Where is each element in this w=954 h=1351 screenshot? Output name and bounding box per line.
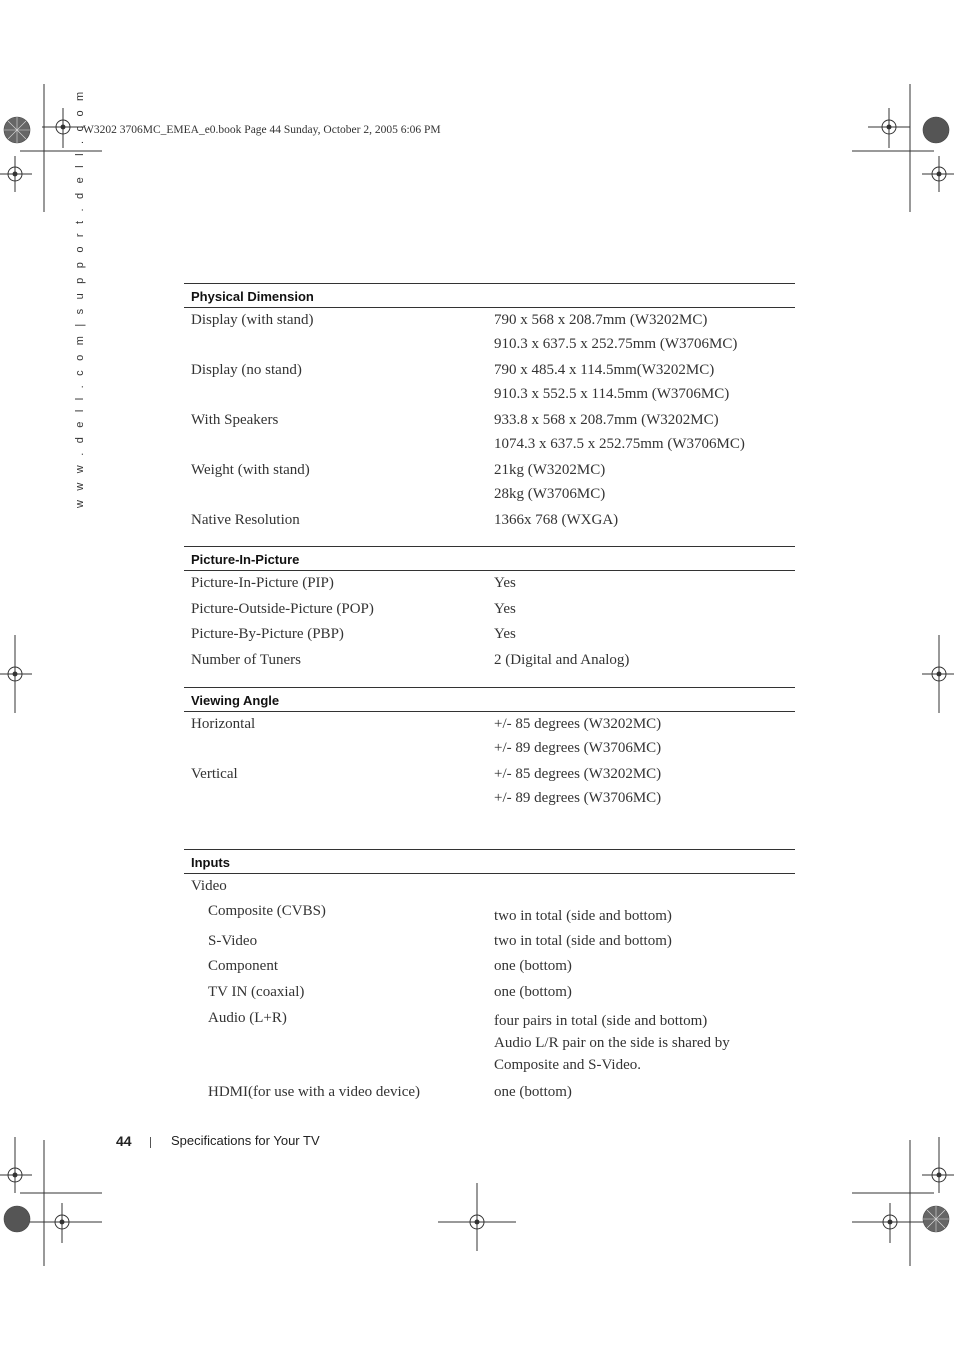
spec-label: Number of Tuners xyxy=(191,652,302,668)
spec-value xyxy=(494,954,572,978)
spec-value xyxy=(494,648,629,672)
section-title: Picture-In-Picture xyxy=(184,546,795,571)
page-number: 44 xyxy=(116,1133,132,1149)
spec-value-line: 790 x 568 x 208.7mm (W3202MC) xyxy=(494,312,708,328)
spec-value xyxy=(494,980,572,1004)
spec-value xyxy=(494,308,737,356)
spec-value-line: 1074.3 x 637.5 x 252.75mm (W3706MC) xyxy=(494,436,745,452)
spec-row xyxy=(184,622,795,648)
spec-value-line: +/- 89 degrees (W3706MC) xyxy=(494,740,662,756)
spec-value xyxy=(494,458,605,506)
spec-label: Composite (CVBS) xyxy=(208,903,326,919)
spec-value-line: one (bottom) xyxy=(494,984,572,1000)
spec-value xyxy=(494,622,516,646)
spec-row xyxy=(184,508,795,534)
viewing-angle-section xyxy=(184,687,795,812)
spec-label: Component xyxy=(208,958,278,974)
spec-value-line: Yes xyxy=(494,575,516,591)
side-url-text: w w w . d e l l . c o m | s u p p o r t . d e l l . c o m xyxy=(74,88,86,508)
spec-label: Horizontal xyxy=(191,716,256,732)
spec-group-row xyxy=(184,874,795,899)
spec-row xyxy=(184,899,795,929)
spec-value xyxy=(494,597,516,621)
section-title: Physical Dimension xyxy=(184,283,795,308)
spec-row xyxy=(184,1006,795,1080)
spec-value xyxy=(494,762,661,810)
spec-value-line: Audio L/R pair on the side is shared by xyxy=(494,1035,730,1051)
spec-value-line: 2 (Digital and Analog) xyxy=(494,652,630,668)
spec-row xyxy=(184,597,795,622)
spec-row xyxy=(184,1080,795,1106)
spec-group-label: Video xyxy=(191,878,227,894)
spec-row xyxy=(184,954,795,980)
picture-in-picture-section xyxy=(184,546,795,674)
spec-value-line: 910.3 x 637.5 x 252.75mm (W3706MC) xyxy=(494,336,738,352)
spec-row xyxy=(184,571,795,597)
inputs-section xyxy=(184,849,795,1106)
spec-value-line: 21kg (W3202MC) xyxy=(494,462,606,478)
physical-dimension-section xyxy=(184,283,795,534)
spec-value xyxy=(494,1080,572,1104)
spec-label: TV IN (coaxial) xyxy=(208,984,305,1000)
spec-value xyxy=(494,508,618,532)
spec-value-line: Yes xyxy=(494,601,516,617)
spec-label: Native Resolution xyxy=(191,512,300,528)
spec-value xyxy=(494,929,672,953)
footer-title: Specifications for Your TV xyxy=(171,1133,320,1148)
spec-value-line: +/- 89 degrees (W3706MC) xyxy=(494,790,662,806)
spec-value-line: one (bottom) xyxy=(494,958,572,974)
spec-row xyxy=(184,458,795,508)
spec-label: Picture-In-Picture (PIP) xyxy=(191,575,334,591)
spec-label: Picture-Outside-Picture (POP) xyxy=(191,601,374,617)
section-title: Inputs xyxy=(184,849,795,874)
spec-value-line: two in total (side and bottom) xyxy=(494,908,672,924)
spec-value-line: 1366x 768 (WXGA) xyxy=(494,512,619,528)
section-title: Viewing Angle xyxy=(184,687,795,712)
spec-label: Vertical xyxy=(191,766,238,782)
spec-value-line: 910.3 x 552.5 x 114.5mm (W3706MC) xyxy=(494,386,730,402)
spec-value-line: Composite and S-Video. xyxy=(494,1057,642,1073)
spec-row xyxy=(184,712,795,762)
spec-value-line: one (bottom) xyxy=(494,1084,572,1100)
spec-row xyxy=(184,762,795,812)
spec-value xyxy=(494,571,516,595)
spec-row xyxy=(184,929,795,954)
spec-label: Picture-By-Picture (PBP) xyxy=(191,626,344,642)
spec-row xyxy=(184,308,795,358)
spec-row xyxy=(184,358,795,408)
spec-label: HDMI(for use with a video device) xyxy=(208,1084,421,1100)
spec-label: Display (no stand) xyxy=(191,362,302,378)
spec-value-line: 933.8 x 568 x 208.7mm (W3202MC) xyxy=(494,412,719,428)
spec-row xyxy=(184,408,795,458)
spec-value-line: 790 x 485.4 x 114.5mm(W3202MC) xyxy=(494,362,715,378)
spec-row xyxy=(184,648,795,674)
spec-value-line: +/- 85 degrees (W3202MC) xyxy=(494,716,662,732)
spec-value-line: Yes xyxy=(494,626,516,642)
spec-value-line: two in total (side and bottom) xyxy=(494,933,672,949)
spec-label: Audio (L+R) xyxy=(208,1010,287,1026)
spec-label: Weight (with stand) xyxy=(191,462,310,478)
spec-value xyxy=(494,904,672,928)
spec-value-line: +/- 85 degrees (W3202MC) xyxy=(494,766,662,782)
spec-label: S-Video xyxy=(208,933,258,949)
spec-row xyxy=(184,980,795,1006)
spec-value-line: 28kg (W3706MC) xyxy=(494,486,606,502)
spec-value xyxy=(494,712,661,760)
spec-value xyxy=(494,408,745,456)
book-header-line: W3202 3706MC_EMEA_e0.book Page 44 Sunday, October 2, 2005 6:06 PM xyxy=(83,124,441,136)
spec-value xyxy=(494,358,729,406)
spec-label: With Speakers xyxy=(191,412,279,428)
spec-label: Display (with stand) xyxy=(191,312,314,328)
footer-separator xyxy=(150,1137,151,1148)
spec-value xyxy=(494,1010,730,1076)
spec-value-line: four pairs in total (side and bottom) xyxy=(494,1013,708,1029)
